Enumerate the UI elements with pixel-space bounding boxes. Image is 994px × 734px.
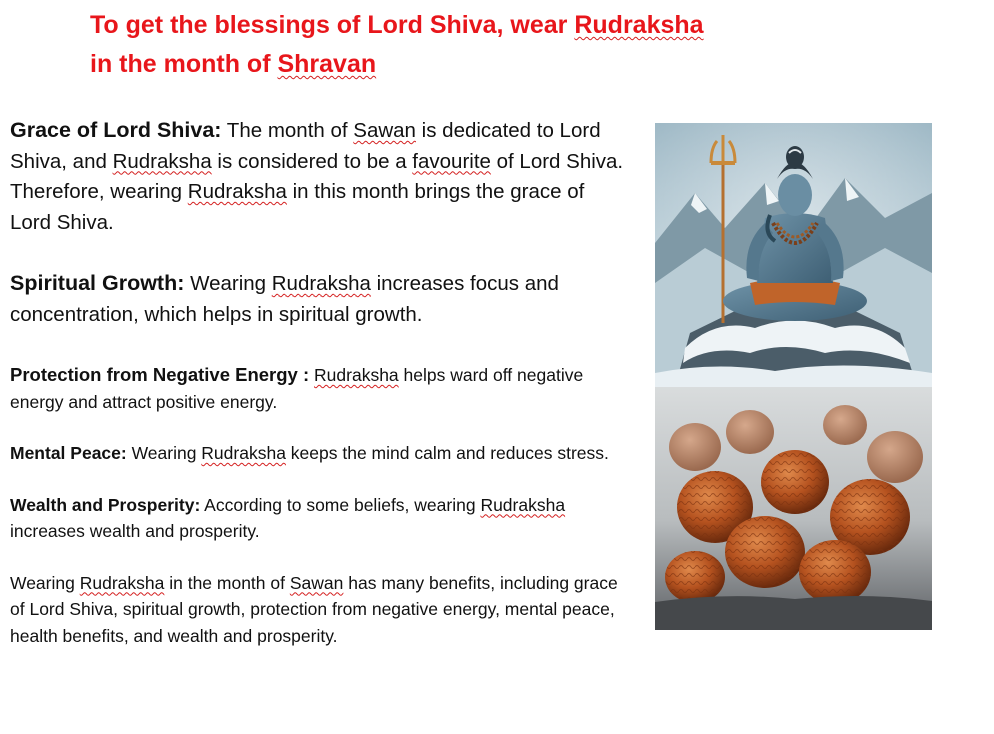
summary-word-sawan: Sawan (289, 572, 344, 593)
mental-text-2: keeps the mind calm and reduces stress. (285, 443, 609, 463)
summary-text-3: has many benefits, including grace of Lord Shiva, spiritual growth, protection from negative energy, mental peace, health benefits, and wealth and prosperity. (10, 572, 618, 646)
heading-grace: Grace of Lord Shiva: (10, 118, 222, 142)
summary-text-2: in the month of (164, 572, 290, 593)
spiritual-text-1: Wearing (184, 272, 272, 295)
paragraph-wealth (10, 492, 630, 545)
grace-word-rudraksha-2: Rudraksha (187, 180, 287, 203)
spiritual-word-rudraksha: Rudraksha (271, 272, 371, 295)
grace-text-2: is dedicated to Lord Shiva, and (10, 119, 601, 173)
spiritual-text-2: increases focus and concentration, which helps in spiritual growth. (10, 272, 559, 326)
title-rudraksha-word: Rudraksha (574, 11, 704, 39)
shiva-meditating-image (655, 123, 932, 387)
mental-text-1: Wearing (126, 443, 202, 463)
title-line2-text: in the month of (90, 50, 278, 78)
heading-mental: Mental Peace: (10, 443, 127, 463)
wealth-word-rudraksha: Rudraksha (480, 494, 566, 515)
title-line1-text: To get the blessings of Lord Shiva, wear (90, 11, 575, 39)
mental-word-rudraksha: Rudraksha (201, 443, 286, 463)
heading-spiritual: Spiritual Growth: (10, 271, 185, 295)
grace-word-rudraksha-1: Rudraksha (112, 149, 212, 173)
slide-title (90, 6, 810, 84)
grace-text-1: The month of (221, 119, 354, 142)
grace-word-favourite: favourite (412, 149, 491, 173)
content-body (10, 115, 630, 649)
summary-text-1: Wearing (10, 572, 80, 593)
paragraph-summary (10, 570, 630, 650)
protection-word-rudraksha: Rudraksha (314, 365, 399, 385)
paragraph-mental (10, 440, 630, 467)
paragraph-grace (10, 115, 630, 238)
rudraksha-beads-image (655, 387, 932, 630)
paragraph-protection (10, 362, 630, 415)
heading-protection: Protection from Negative Energy : (10, 364, 310, 385)
wealth-text-2: increases wealth and prosperity. (10, 521, 260, 541)
grace-text-3: is considered to be a (211, 149, 413, 173)
protection-text-2: helps ward off negative energy and attract positive energy. (10, 365, 584, 412)
heading-wealth: Wealth and Prosperity: (10, 494, 201, 515)
paragraph-spiritual (10, 268, 630, 330)
grace-text-5: in this month brings the grace of Lord Shiva. (10, 180, 585, 234)
grace-text-4: of Lord Shiva. Therefore, wearing (10, 149, 624, 203)
summary-word-rudraksha: Rudraksha (79, 572, 165, 593)
wealth-text-1: According to some beliefs, wearing (200, 494, 481, 515)
title-shravan-word: Shravan (277, 50, 377, 78)
grace-word-sawan: Sawan (353, 119, 416, 142)
